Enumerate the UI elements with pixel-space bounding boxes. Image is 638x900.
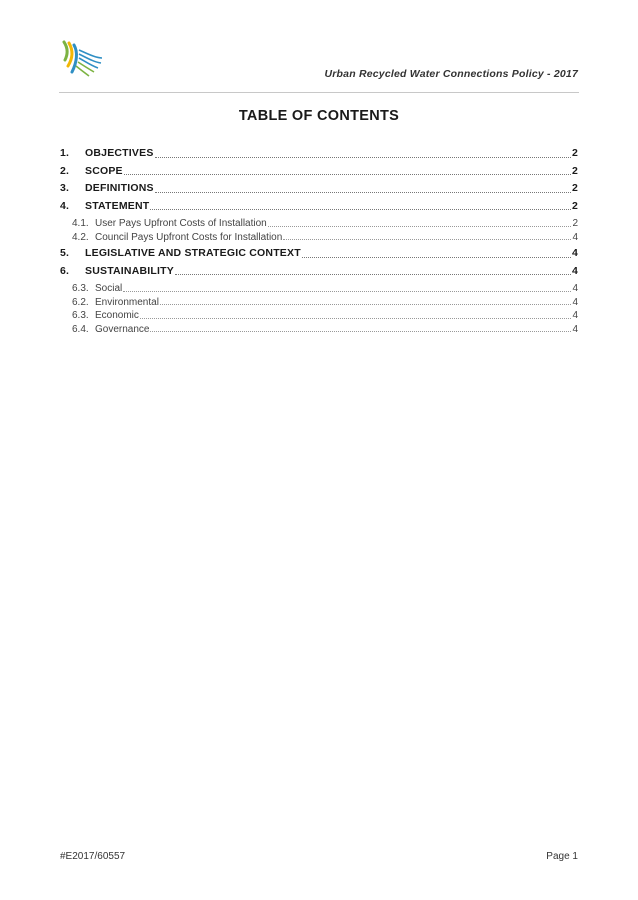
toc-entry-page: 2 [571,164,578,177]
toc-entry-page: 4 [572,296,578,308]
toc-entry[interactable] [60,282,578,296]
toc-entry-label: Environmental [95,296,159,308]
toc-entry[interactable] [60,198,578,216]
toc-entry-label: DEFINITIONS [85,182,154,194]
toc-entry[interactable] [60,296,578,310]
toc-entry-number: 6. [60,264,70,277]
toc-dot-leader [302,249,571,258]
toc-dot-leader [123,283,571,292]
toc-entry-number: 2. [60,164,70,177]
toc-entry[interactable] [60,217,578,231]
toc-entry-label: Council Pays Upfront Costs for Installation [95,231,283,243]
toc-dot-leader [150,323,571,332]
toc-entry-page: 2 [571,182,578,194]
toc-entry-page: 4 [572,283,578,294]
toc-entry-page: 4 [571,264,578,277]
wave-logo-icon [60,40,104,80]
toc-entry-label: STATEMENT [85,199,150,212]
toc-dot-leader [155,149,571,158]
toc-entry-number: 4.1. [72,218,89,229]
toc-entry-number: 3. [60,182,70,194]
toc-dot-leader [140,310,571,319]
table-of-contents [60,145,578,336]
toc-entry-label: SCOPE [85,164,123,177]
toc-entry-number: 6.2. [72,296,89,308]
toc-entry-page: 4 [572,231,578,243]
toc-entry-page: 4 [572,310,578,321]
toc-entry[interactable] [60,163,578,181]
toc-entry-label: Economic [95,310,139,321]
toc-dot-leader [150,201,571,210]
toc-entry-page: 2 [571,147,578,159]
toc-entry-label: SUSTAINABILITY [85,264,174,277]
toc-entry-label: User Pays Upfront Costs of Installation [95,218,267,229]
toc-entry-number: 6.3. [72,310,89,321]
toc-entry[interactable] [60,145,578,163]
toc-entry[interactable] [60,323,578,337]
toc-entry[interactable] [60,180,578,198]
toc-entry-number: 4. [60,199,70,212]
page-number: Page 1 [546,851,578,862]
toc-entry[interactable] [60,231,578,245]
document-id: #E2017/60557 [60,851,126,862]
toc-entry[interactable] [60,263,578,281]
toc-dot-leader [155,184,571,193]
toc-entry-page: 2 [572,218,578,229]
toc-entry-page: 2 [571,199,578,212]
toc-dot-leader [124,166,571,175]
toc-title: TABLE OF CONTENTS [238,108,400,124]
toc-entry-number: 5. [60,247,70,259]
toc-entry-number: 4.2. [72,231,89,243]
toc-dot-leader [268,218,571,227]
toc-entry-number: 1. [60,147,70,159]
toc-entry-page: 4 [571,247,578,259]
toc-entry-page: 4 [572,323,578,335]
toc-dot-leader [175,266,571,275]
toc-entry-number: 6.3. [72,283,89,294]
toc-entry-label: Social [95,283,123,294]
toc-entry[interactable] [60,245,578,263]
header-title: Urban Recycled Water Connections Policy - 2017 [324,68,578,80]
toc-entry-label: OBJECTIVES [85,147,154,159]
toc-dot-leader [283,231,571,240]
toc-dot-leader [160,296,571,305]
toc-entry-number: 6.4. [72,323,89,335]
toc-entry-label: LEGISLATIVE AND STRATEGIC CONTEXT [85,247,301,259]
toc-entry[interactable] [60,309,578,323]
toc-entry-label: Governance [95,323,150,335]
header-divider [59,92,579,93]
